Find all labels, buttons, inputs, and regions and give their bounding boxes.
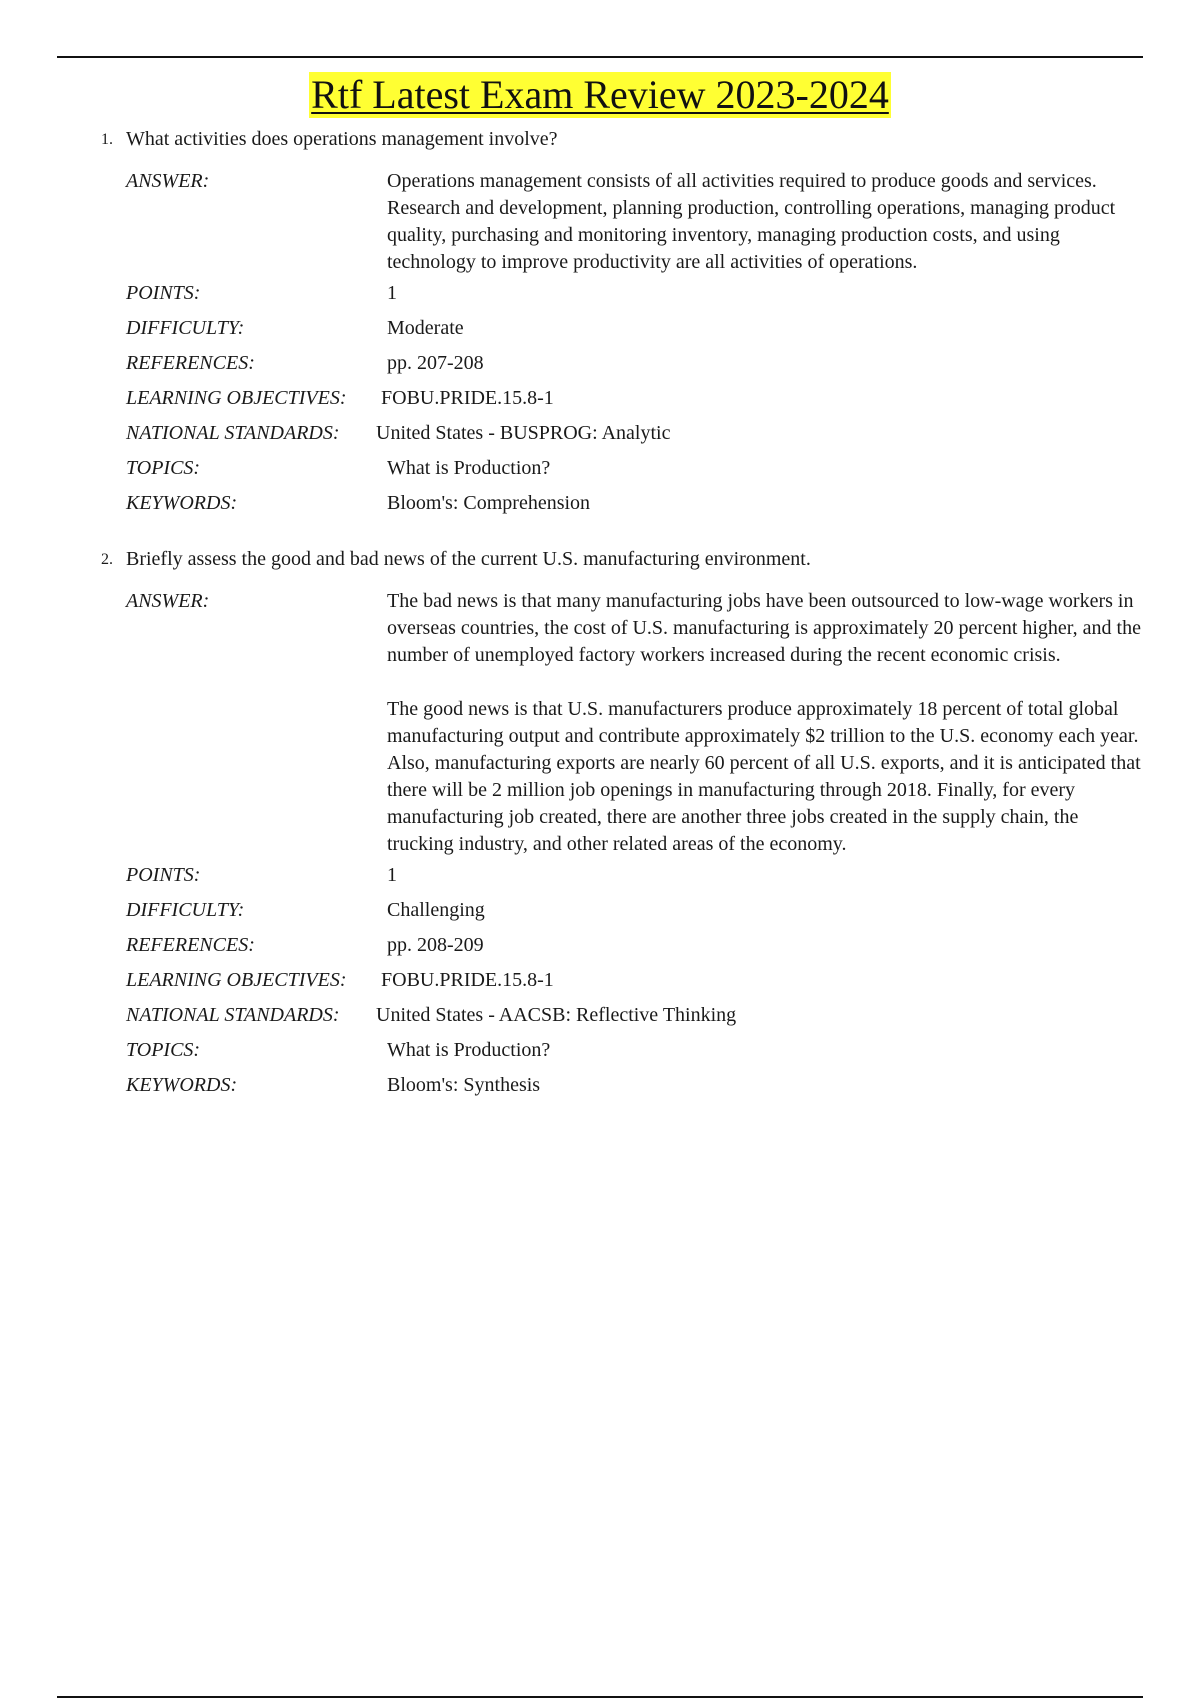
references-value: pp. 207-208 [387, 352, 484, 374]
question-text: What activities does operations management involve? [126, 128, 558, 150]
topics-label: TOPICS: [126, 457, 201, 479]
answer-paragraph: The good news is that U.S. manufacturers produce approximately 18 percent of total global manufacturing output and contribute approximately $2 trillion to the U.S. economy each year. Also, manufacturing exports are nearly 60 percent of all U.S. exports, and it is anticipated that there will be 2 million job openings in manufacturing through 2018. Finally, for every manufacturing job created, there are another three jobs created in the supply chain, the trucking industry, and other related areas of the economy. [387, 698, 1141, 855]
national-standards-label: NATIONAL STANDARDS: [126, 1004, 340, 1026]
points-value: 1 [387, 282, 397, 304]
difficulty-field [0, 893, 1200, 928]
references-label: REFERENCES: [126, 352, 255, 374]
answer-paragraph: Operations management consists of all activities required to produce goods and services. Research and development, planning production, controlling operations, managing product quality, purchasing and monitoring inventory, managing production costs, and using technology to improve productivity are all activities of operations. [387, 170, 1116, 273]
top-rule [57, 56, 1143, 58]
learning-objectives-label: LEARNING OBJECTIVES: [126, 969, 347, 991]
answer-paragraph: The bad news is that many manufacturing jobs have been outsourced to low-wage workers in overseas countries, the cost of U.S. manufacturing is approximately 20 percent higher, and the number of unemployed factory workers increased during the recent economic crisis. [387, 590, 1141, 666]
difficulty-label: DIFFICULTY: [126, 899, 245, 921]
document-title: Rtf Latest Exam Review 2023-2024 [311, 72, 889, 117]
references-value: pp. 208-209 [387, 934, 484, 956]
keywords-field [0, 1068, 1200, 1103]
question-number: 2. [101, 551, 113, 568]
references-field [0, 346, 1200, 381]
topics-value: What is Production? [387, 457, 551, 479]
keywords-label: KEYWORDS: [126, 492, 238, 514]
question-2 [0, 544, 1200, 1103]
difficulty-value: Challenging [387, 899, 485, 921]
difficulty-field [0, 311, 1200, 346]
answer-label: ANSWER: [126, 170, 210, 192]
answer-field [0, 168, 1200, 276]
references-label: REFERENCES: [126, 934, 255, 956]
learning-objectives-value: FOBU.PRIDE.15.8-1 [381, 969, 554, 991]
title-container [0, 72, 1200, 118]
national-standards-field [0, 998, 1200, 1033]
national-standards-value: United States - AACSB: Reflective Thinking [376, 1004, 737, 1026]
question-1 [0, 124, 1200, 521]
references-field [0, 928, 1200, 963]
question-line [0, 544, 1200, 574]
points-label: POINTS: [126, 864, 201, 886]
learning-objectives-label: LEARNING OBJECTIVES: [126, 387, 347, 409]
learning-objectives-field [0, 381, 1200, 416]
topics-field [0, 1033, 1200, 1068]
question-line [0, 124, 1200, 154]
difficulty-value: Moderate [387, 317, 464, 339]
topics-label: TOPICS: [126, 1039, 201, 1061]
answer-value [387, 168, 1147, 276]
national-standards-label: NATIONAL STANDARDS: [126, 422, 340, 444]
keywords-value: Bloom's: Comprehension [387, 492, 591, 514]
points-field [0, 858, 1200, 893]
points-label: POINTS: [126, 282, 201, 304]
topics-field [0, 451, 1200, 486]
answer-field [0, 588, 1200, 858]
points-field [0, 276, 1200, 311]
question-text: Briefly assess the good and bad news of the current U.S. manufacturing environment. [126, 548, 811, 570]
question-number: 1. [101, 131, 113, 148]
keywords-value: Bloom's: Synthesis [387, 1074, 541, 1096]
keywords-field [0, 486, 1200, 521]
difficulty-label: DIFFICULTY: [126, 317, 245, 339]
topics-value: What is Production? [387, 1039, 551, 1061]
keywords-label: KEYWORDS: [126, 1074, 238, 1096]
learning-objectives-field [0, 963, 1200, 998]
learning-objectives-value: FOBU.PRIDE.15.8-1 [381, 387, 554, 409]
bottom-rule [57, 1696, 1143, 1698]
answer-label: ANSWER: [126, 590, 210, 612]
points-value: 1 [387, 864, 397, 886]
answer-value [387, 588, 1147, 858]
national-standards-field [0, 416, 1200, 451]
national-standards-value: United States - BUSPROG: Analytic [376, 422, 671, 444]
